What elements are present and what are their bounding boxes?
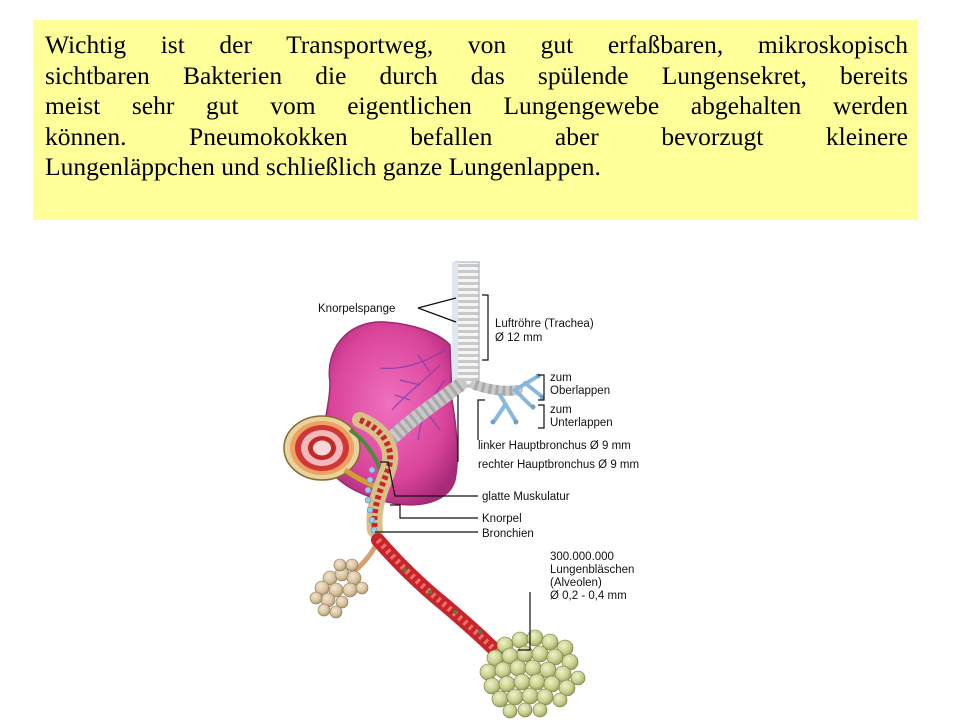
label-luftroehre-line1: Luftröhre (Trachea) [495,318,594,330]
label-bronchien: Bronchien [482,528,534,540]
label-luftroehre-line2: Ø 12 mm [495,332,543,344]
label-glatte-muskulatur: glatte Muskulatur [482,491,570,503]
paragraph-line-5: Lungenläppchen und schließlich ganze Lungenlappen. [45,152,601,181]
label-rechter-hauptbronchus: rechter Hauptbronchus Ø 9 mm [478,459,640,471]
label-unterlappen-line1: zum [550,404,572,416]
label-alveolen-latin: (Alveolen) [550,577,602,589]
label-unterlappen-line2: Unterlappen [550,417,613,429]
left-bronchial-tree [495,378,540,420]
trachea [452,262,479,387]
label-knorpelspange: Knorpelspange [318,303,396,315]
label-oberlappen-line2: Oberlappen [550,385,611,397]
label-oberlappen-line1: zum [550,372,572,384]
paragraph-line-2: sichtbaren Bakterien die durch das spülende Lungensekret, bereits [45,60,908,90]
paragraph-line-1: Wichtig ist der Transportweg, von gut erfaßbaren, mikroskopisch [45,30,908,59]
paragraph-line-3: meist sehr gut vom eigentlichen Lungengewebe abgehalten werden [45,91,908,120]
label-alveolen-name: Lungenbläschen [550,564,635,576]
label-alveolen-size: Ø 0,2 - 0,4 mm [550,590,627,602]
label-knorpel: Knorpel [482,513,522,525]
label-alveolen-count: 300.000.000 [550,551,614,563]
label-linker-hauptbronchus: linker Hauptbronchus Ø 9 mm [478,440,631,452]
paragraph-line-4: können. Pneumokokken befallen aber bevorzugt kleinere [45,121,908,151]
